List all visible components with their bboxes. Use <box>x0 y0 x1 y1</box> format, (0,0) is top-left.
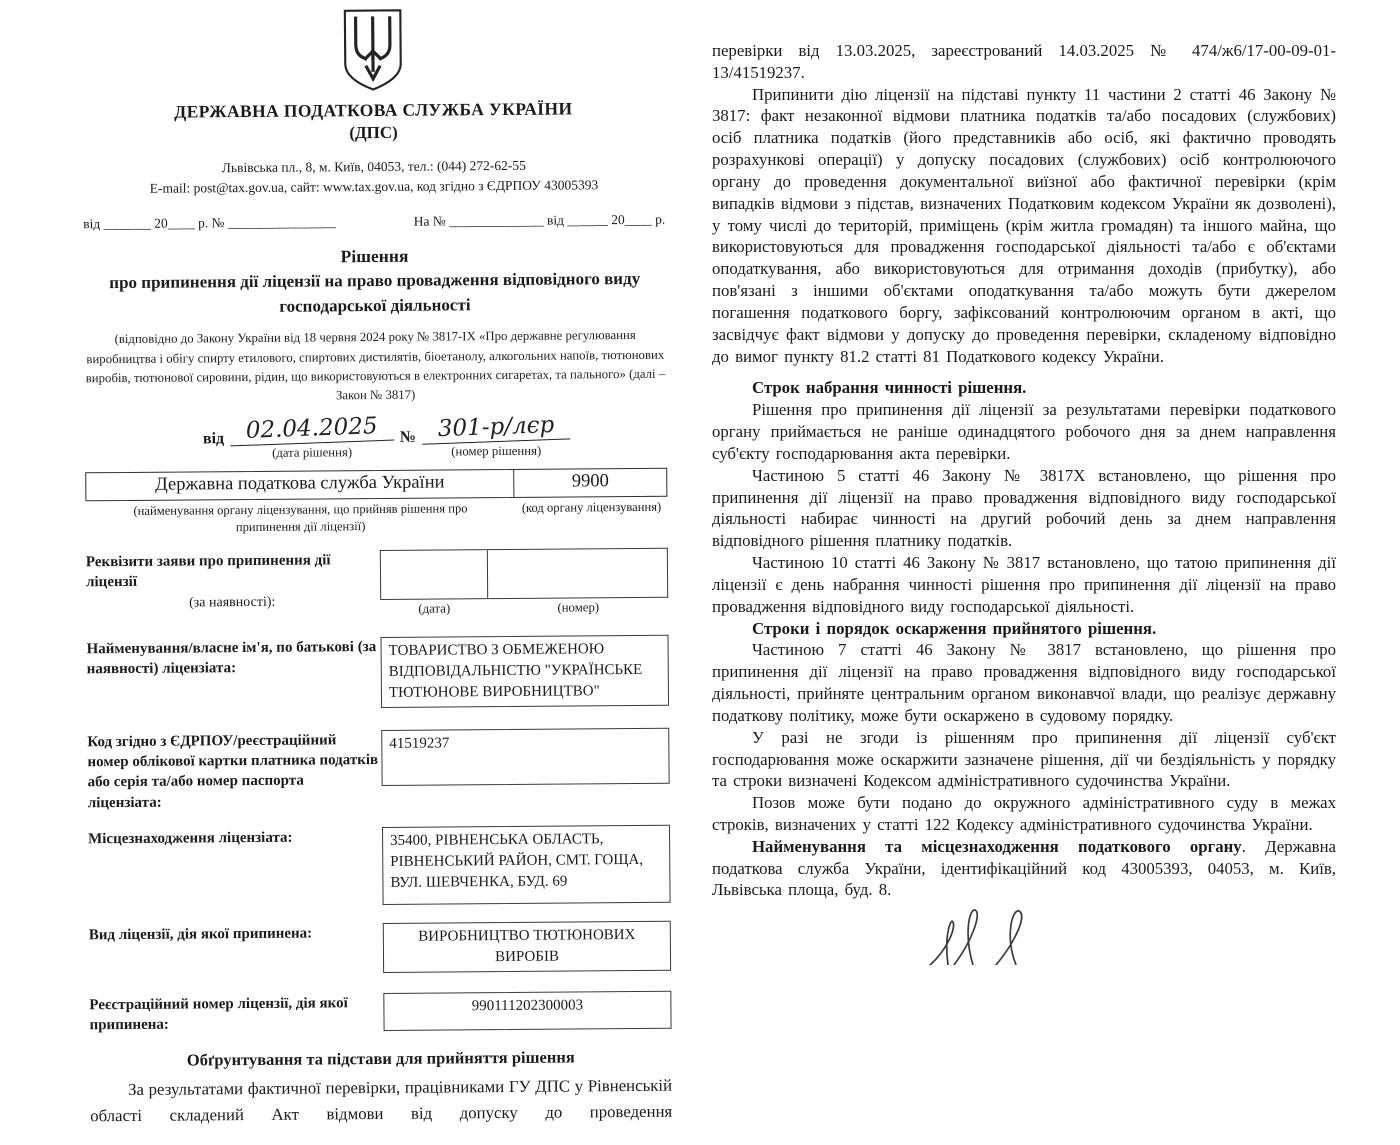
org-abbr: (ДПС) <box>349 122 398 143</box>
field-label-request <box>86 550 378 615</box>
request-value-boxes <box>380 548 669 617</box>
field-value-location: 35400, РІВНЕНСЬКА ОБЛАСТЬ, РІВНЕНСЬКИЙ РАЙОН, СМТ. ГОЩА, ВУЛ. ШЕВЧЕНКА, БУД. 69 <box>382 825 671 905</box>
body-paragraph-effective-1: Рішення про припинення дії ліцензії за результатами перевірки податкового органу приймається не раніше одинадцятого робочого дня за днем направлення суб'єкту господарювання акта перевірки. <box>712 400 1336 463</box>
authority-name-cell: Державна податкова служба України <box>86 470 514 500</box>
section-heading-appeal: Строки і порядок оскарження прийнятого рішення. <box>752 618 1157 638</box>
org-address <box>83 155 665 199</box>
body-paragraph-effective-3: Частиною 10 статті 46 Закону № 3817 встановлено, що татою припинення дії ліцензії є день набрання чинності рішення про припинення дії ліцензії на право провадження відповідного виду господарської діяльності. <box>712 553 1336 616</box>
signature-icon <box>924 905 1064 965</box>
authority-text-rest: . Державна податкова служба України, ідентифікаційний код 43005393, 04053, м. Київ, Львівська площа, буд. 8. <box>712 836 1337 900</box>
address-line-2: E-mail: post@tax.gov.ua, сайт: www.tax.gov.ua, код згідно з ЄДРПОУ 43005393 <box>149 176 599 196</box>
org-name: ДЕРЖАВНА ПОДАТКОВА СЛУЖБА УКРАЇНИ <box>174 98 573 122</box>
field-licensee-name <box>87 635 670 711</box>
ukraine-trident-icon <box>341 8 406 93</box>
field-value-licensee-name: ТОВАРИСТВО З ОБМЕЖЕНОЮ ВІДПОВІДАЛЬНІСТЮ "УКРАЇНСЬКЕ ТЮТЮНОВЕ ВИРОБНИЦТВО" <box>380 635 669 708</box>
body-paragraph-effective-2: Частиною 5 статті 46 Закону № 3817Х встановлено, що рішення про припинення дії ліцензії на право провадження відповідного виду господарської діяльності набирає чинності на другий робочий день за днем направлення відповідного рішення платнику податків. <box>712 465 1336 551</box>
request-date-caption: (дата) <box>418 601 451 616</box>
field-request-details <box>86 548 669 620</box>
request-number-caption: (номер) <box>557 600 600 615</box>
field-location <box>88 825 671 908</box>
decision-number-group <box>422 414 571 460</box>
authority-table-captions <box>85 499 667 536</box>
body-paragraph-authority <box>712 836 1336 901</box>
grounds-paragraph: За результатами фактичної перевірки, працівниками ГУ ДПС у Рівненській області складений Акт відмови від допуску до проведення <box>90 1076 673 1125</box>
field-label-license-number: Реєстраційний номер ліцензії, дія якої припинена: <box>89 995 348 1034</box>
request-number-box <box>488 548 668 599</box>
decision-number-prefix: № <box>399 428 416 446</box>
body-paragraph-terminate: Припинити дію ліцензії на підставі пункту 11 частини 2 статті 46 Закону № 3817: факт незаконної відмови платника податків та/або посадових (службових) осіб платника податків (його представників або осіб, які фактично проводять розрахункові операції) у допуску посадових (службових) осіб контролюючого органу до проведення документальної виїзної або фактичної перевірки (крім випадків відмови з підстав, визначених Податковим кодексом України як дозволені), у тому числі до територій, приміщень (крім житла громадян) та іншого майна, що використовуються для провадження господарської діяльності та/або є об'єктами оподаткування, або використовуються для отримання доходів (прибутку), або пов'язані з іншими об'єктами оподаткування та/або можуть бути джерелом погашення податкового боргу, зафіксований контролюючим органом в акті, що засвідчує факт відмови у допуску до проведення перевірки, складеному відповідно до вимог пункту 81.2 статті 81 Податкового кодексу України. <box>712 84 1336 366</box>
signature-wrap <box>924 905 1336 965</box>
law-reference-note: (відповідно до Закону України від 18 червня 2024 року № 3817-ІХ «Про державне регулювання виробництва і обігу спирту етилового, спиртових дистилятів, біоетанолу, алкогольних напоїв, тютюнових виробів, тютюнової сировини, рідин, що використовуються в електронних сигаретах, та пального» (далі – Закон № 3817) <box>85 328 666 403</box>
section-heading-effective-date: Строк набрання чинності рішення. <box>752 378 1027 398</box>
grounds-heading: Обґрунтування та підстави для прийняття рішення <box>186 1047 575 1070</box>
decision-number-handwritten: 301-р/лєр <box>421 412 570 445</box>
field-label-license-type: Вид ліцензії, дія якої припинена: <box>88 925 313 944</box>
field-value-license-number: 990111202300003 <box>383 991 671 1031</box>
page-1 <box>82 2 673 1145</box>
reference-number-row <box>83 212 665 233</box>
outgoing-ref-blank: від _______ 20____ р. № ________________ <box>83 214 336 232</box>
decision-date-caption: (дата рішення) <box>271 445 353 460</box>
decision-date-number-line <box>203 413 667 462</box>
request-date-box <box>380 549 488 600</box>
page-2 <box>712 40 1336 965</box>
field-license-number <box>89 991 671 1036</box>
address-line-1: Львівська пл., 8, м. Київ, 04053, тел.: (044) 272-62-55 <box>221 157 526 176</box>
field-sublabel-request: (за наявності): <box>189 595 276 611</box>
decision-date-prefix: від <box>202 430 225 448</box>
decision-date-handwritten: 02.04.2025 <box>230 413 395 447</box>
request-boxes-captions <box>380 600 668 617</box>
field-edrpou <box>87 728 670 814</box>
emblem-wrap <box>82 6 665 95</box>
incoming-ref-blank: На № ______________ від ______ 20____ р. <box>413 211 666 229</box>
request-boxes-row <box>380 548 668 600</box>
field-value-edrpou: 41519237 <box>381 728 669 786</box>
document-title: Рішення <box>340 245 409 267</box>
document-subtitle: про припинення дії ліцензії на право провадження відповідного виду господарської діяльності <box>109 269 641 316</box>
field-label-location: Місцезнаходження ліцензіата: <box>88 829 293 848</box>
field-label-licensee-name: Найменування/власне ім'я, по батькові (за наявності) ліцензіата: <box>86 638 377 678</box>
authority-code-cell: 9900 <box>571 471 609 492</box>
decision-number-caption: (номер рішення) <box>451 443 542 459</box>
decision-date-group <box>230 415 394 461</box>
field-label-request-text: Реквізити заяви про припинення дії ліцензії <box>85 552 331 591</box>
licensing-authority-table <box>85 468 667 502</box>
authority-code-caption: (код органу ліцензування) <box>521 499 662 516</box>
field-license-type <box>89 921 671 976</box>
field-value-license-type: ВИРОБНИЦТВО ТЮТЮНОВИХ ВИРОБІВ <box>383 921 671 973</box>
body-paragraph-appeal-2: У разі не згоди із рішенням про припинення дії ліцензії суб'єкт господарювання може оскаржити зазначене рішення, дії чи бездіяльність у порядку та строки визначені Кодексом адміністративного судочинства України. <box>712 727 1336 791</box>
authority-heading-lead: Найменування та місцезнаходження податкового органу <box>752 836 1242 856</box>
body-paragraph-appeal-3: Позов може бути подано до окружного адміністративного суду в межах строків, визначених у статті 122 Кодексу адміністративного судочинства України. <box>712 793 1336 834</box>
body-paragraph-continuation: перевірки від 13.03.2025, зареєстрований 14.03.2025 № 474/ж6/17-00-09-01-13/41519237. <box>712 41 1336 82</box>
authority-name-caption: (найменування органу ліцензування, що прийняв рішення про припинення дії ліцензії) <box>133 501 468 534</box>
body-paragraph-appeal-1: Частиною 7 статті 46 Закону № 3817 встановлено, що рішення про припинення дії ліцензії на право провадження відповідного виду господарської діяльності, прийняте центральним органом виконавчої влади, що реалізує державну податкову політику, може бути оскаржено в судовому порядку. <box>712 640 1336 725</box>
field-label-edrpou: Код згідно з ЄДРПОУ/реєстраційний номер облікової картки платника податків або серія та/або номер паспорта ліцензіата: <box>87 732 379 811</box>
